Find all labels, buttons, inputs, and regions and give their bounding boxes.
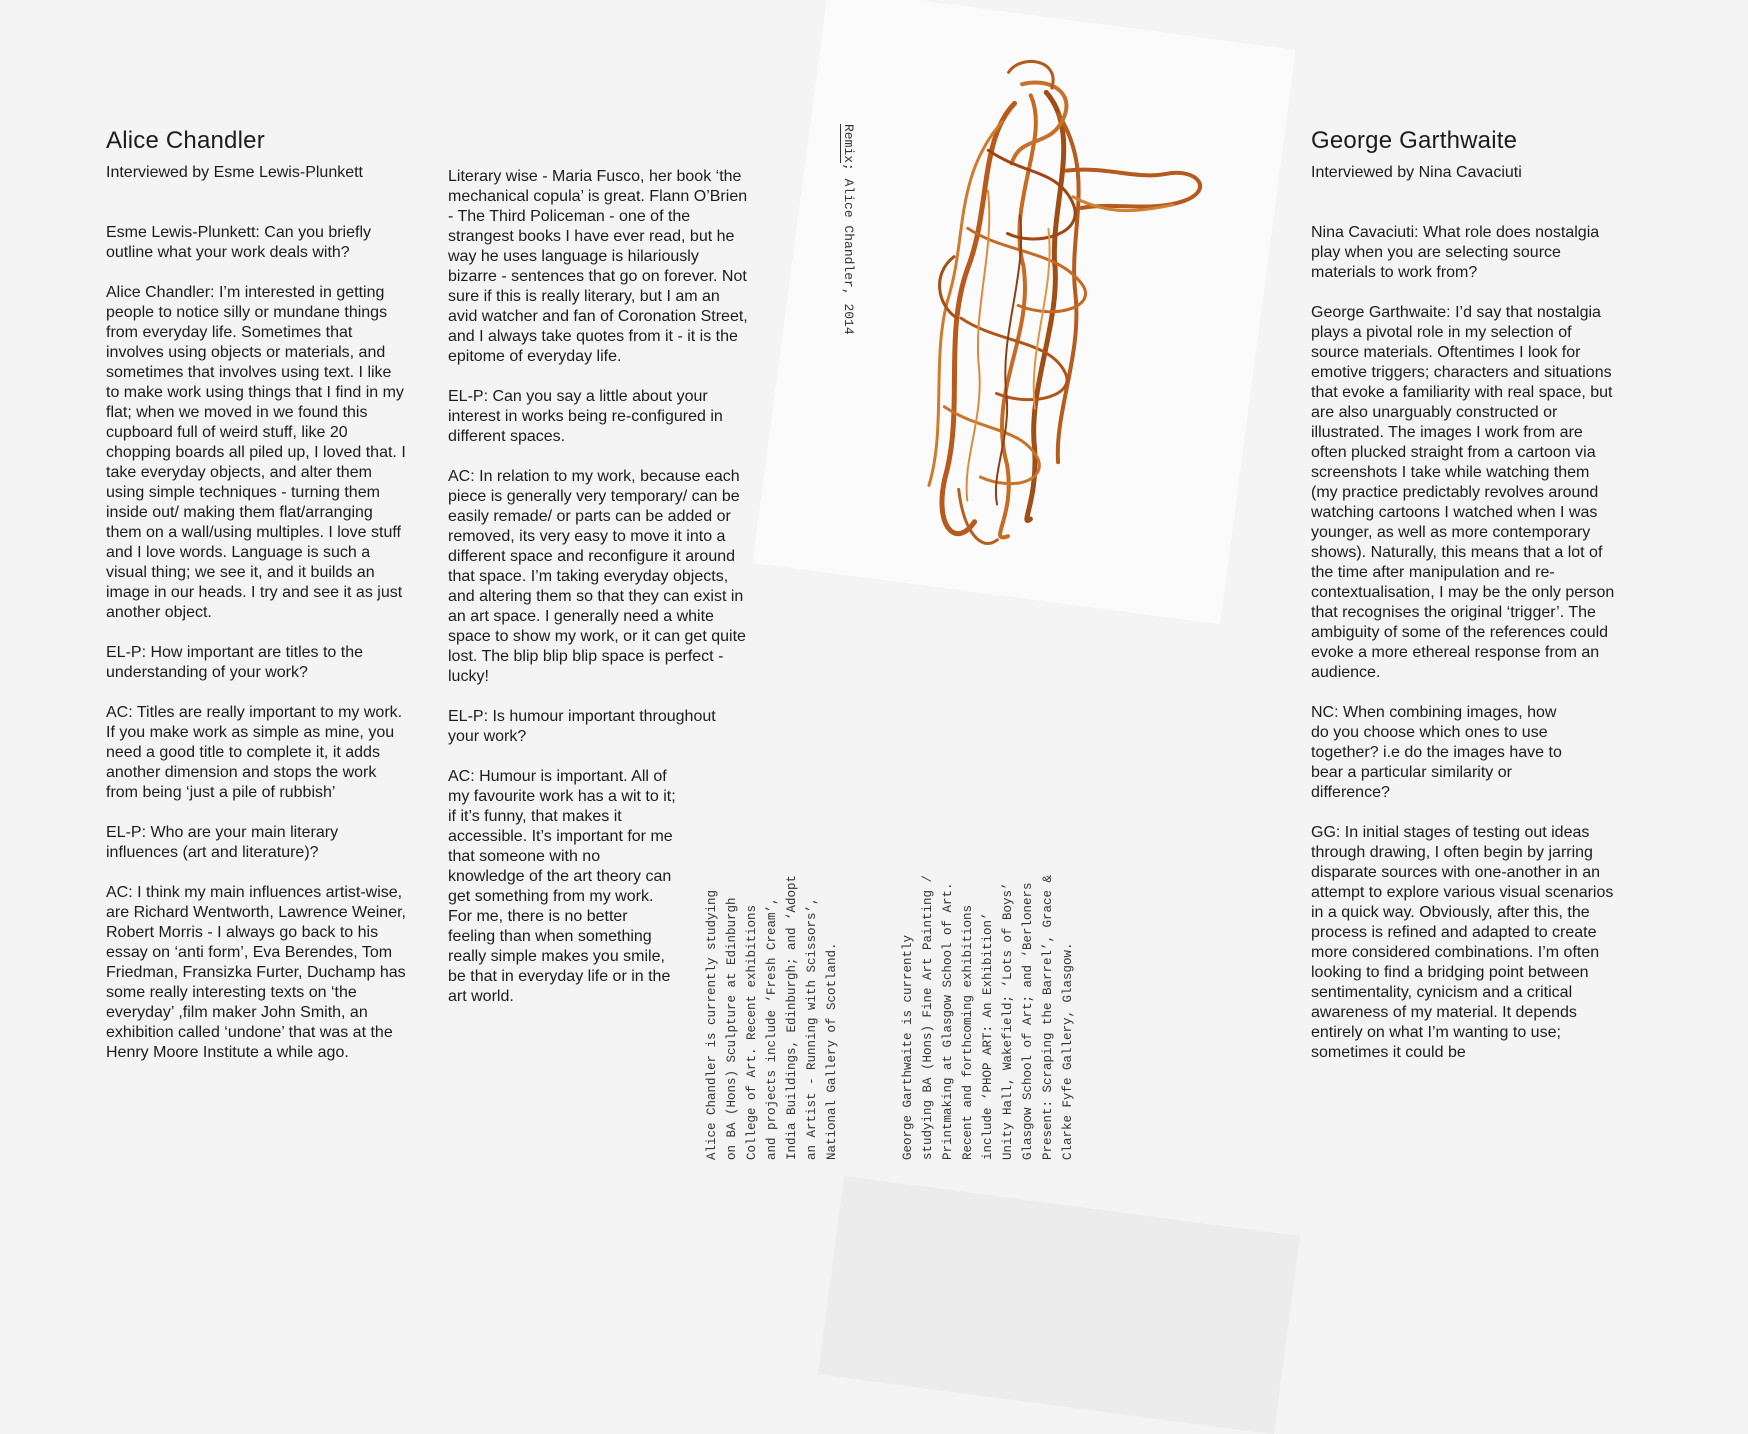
alice-bio: Alice Chandler is currently studying on BA (Hons) Sculpture at Edinburgh College of Art. Recent exhibitions and projects include ‘Fresh Cream’, India Buildings, Edinburgh; and ‘Adopt an Artist - Running with Scissors’, National Gallery of Scotland. [705, 874, 839, 1160]
interview-paragraph: Esme Lewis-Plunkett: Can you briefly outline what your work deals with? [106, 224, 371, 261]
caption-title: Remix [841, 124, 856, 164]
george-column [1311, 127, 1617, 1083]
interview-paragraph: NC: When combining images, how do you choose which ones to use together? i.e do the images have to bear a particular similarity or difference? [1311, 704, 1562, 801]
interview-paragraph: Alice Chandler: I’m interested in getting people to notice silly or mundane things from everyday life. Sometimes that involves using objects or materials, and sometimes that involves using text. I like to make work using things that I find in my flat; when we moved in we found this cupboard full of weird stuff, like 20 chopping boards all piled up, I loved that. I take everyday objects, and alter them using simple techniques - turning them inside out/ making them flat/arranging them on a wall/using multiples. I love stuff and I love words. Language is such a visual thing; we see it, and it builds an image in our heads. I try and see it as just another object. [106, 284, 406, 621]
interview-paragraph: George Garthwaite: I’d say that nostalgia plays a pivotal role in my selection of source materials. Oftentimes I look for emotive triggers; characters and situations that evoke a familiarity with real space, but are also unarguably constructed or illustrated. The images I work from are often plucked straight from a cartoon via screenshots I take while watching them (my practice predictably revolves around watching cartoons I watched when I was younger, as well as more contemporary shows). Naturally, this means that a lot of the time after manipulation and re-contextualisation, I may be the only person that recognises the original ‘trigger’. The ambiguity of some of the references could evoke a more ethereal response from an audience. [1311, 304, 1615, 681]
interview-paragraph: Nina Cavaciuti: What role does nostalgia play when you are selecting source materials to work from? [1311, 224, 1600, 281]
image-caption [838, 124, 858, 335]
interview-paragraph: Literary wise - Maria Fusco, her book ‘the mechanical copula’ is great. Flann O’Brien - The Third Policeman - one of the strangest books I have ever read, but he way he uses language is hilariously bizarre - sentences that go on forever. Not sure if this is really literary, but I am an avid watcher and fan of Coronation Street, and I always take quotes from it - it is the epitome of everyday life. [448, 168, 748, 365]
alice-interviewer-line: Interviewed by Esme Lewis-Plunkett [106, 164, 363, 181]
alice-column-1 [106, 127, 406, 1083]
george-interviewer-line: Interviewed by Nina Cavaciuti [1311, 164, 1522, 181]
artwork-photo-partial [818, 1176, 1300, 1434]
alice-name-heading: Alice Chandler [106, 127, 265, 154]
interview-paragraph: AC: In relation to my work, because each piece is generally very temporary/ can be easily remade/ or parts can be added or removed, its very easy to move it into a different space and reconfigure it around that space. I’m taking everyday objects, and altering them so that they can exist in an art space. I generally need a white space to show my work, or it can get quite lost. The blip blip blip space is perfect - lucky! [448, 468, 746, 685]
caption-credit: ; Alice Chandler, 2014 [841, 163, 856, 335]
interview-paragraph: EL-P: Can you say a little about your interest in works being re-configured in different spaces. [448, 388, 723, 445]
interview-paragraph: AC: I think my main influences artist-wise, are Richard Wentworth, Lawrence Weiner, Robert Morris - I always go back to his essay on ‘anti form’, Eva Berendes, Tom Friedman, Fransizka Furter, Duchamp has some really interesting texts on ‘the everyday’ ,film maker John Smith, an exhibition called ‘undone’ that was at the Henry Moore Institute a while ago. [106, 884, 406, 1061]
interview-paragraph: AC: Humour is important. All of my favourite work has a wit to it; if it’s funny, that makes it accessible. It’s important for me that someone with no knowledge of the art theory can get something from my work. For me, there is no better feeling than when something really simple makes you smile, be that in everyday life or in the art world. [448, 768, 676, 1005]
artwork-photo-remix [752, 0, 1296, 625]
interview-paragraph: AC: Titles are really important to my work. If you make work as simple as mine, you need a good title to complete it, it adds another dimension and stops the work from being ‘just a pile of rubbish’ [106, 704, 403, 801]
interview-paragraph: EL-P: Who are your main literary influences (art and literature)? [106, 824, 339, 861]
interview-paragraph: EL-P: Is humour important throughout your work? [448, 708, 716, 745]
george-name-heading: George Garthwaite [1311, 127, 1518, 154]
interview-paragraph: GG: In initial stages of testing out ideas through drawing, I often begin by jarring disparate sources with one-another in an attempt to explore various visual scenarios in a quick way. Obviously, after this, the process is refined and adapted to create more considered combinations. I’m often looking to find a bridging point between sentimentality, cynicism and a critical awareness of my material. It depends entirely on what I’m wanting to use; sometimes it could be [1311, 824, 1614, 1061]
interview-paragraph: EL-P: How important are titles to the understanding of your work? [106, 644, 363, 681]
rope-sculpture-image [752, 0, 1296, 625]
george-bio: George Garthwaite is currently studying BA (Hons) Fine Art Painting / Printmaking at Glasgow School of Art. Recent and forthcoming exhibitions include ‘PHOP ART: An Exhibition’ Unity Hall, Wakefield; ‘Lots of Boys’ Glasgow School of Art; and ‘Berloners Present: Scraping the Barrel’, Grace & Clarke Fyfe Gallery, Glasgow. [901, 874, 1075, 1160]
